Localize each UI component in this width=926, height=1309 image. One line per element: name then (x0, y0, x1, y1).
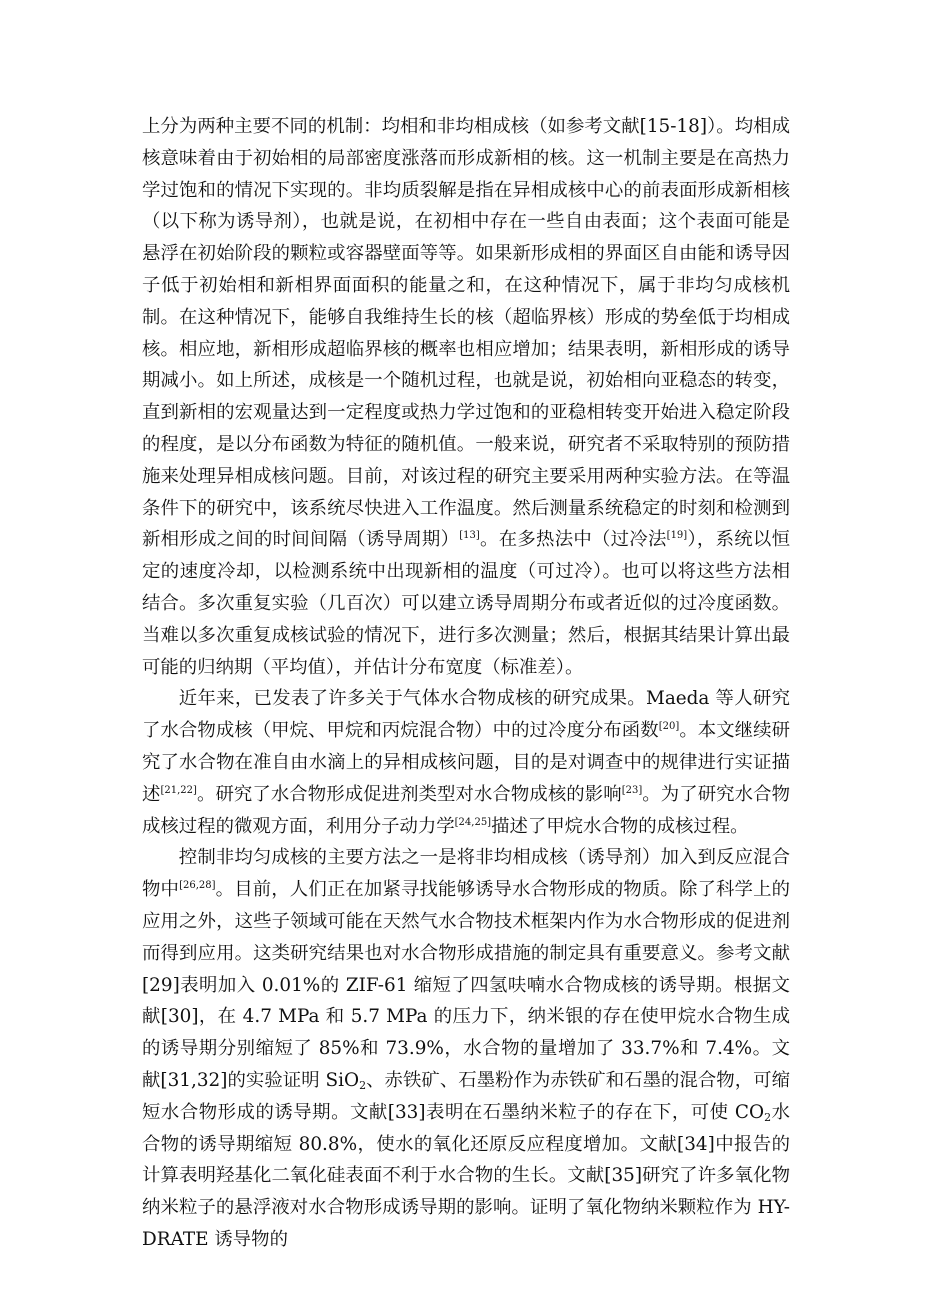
text-run: 水合物的诱导期缩短 80.8%，使水的氧化还原反应程度增加。文献[34]中报告的计算表明羟基化二氧化硅表面不利于水合物的生长。文献[35]研究了许多氧化物纳米粒子的悬浮液对水合物形成诱导期的影响。证明了氧化物纳米颗粒作为 HY-DRATE 诱导物的 (142, 1101, 790, 1250)
paragraph-1 (142, 111, 790, 683)
citation-superscript: [13] (459, 530, 480, 542)
text-run: ），系统以恒定的速度冷却，以检测系统中出现新相的温度（可过冷）。也可以将这些方法相结合。多次重复实验（几百次）可以建立诱导周期分布或者近似的过冷度函数。当难以多次重复成核试验的情况下，进行多次测量；然后，根据其结果计算出最可能的归纳期（平均值），并估计分布宽度（标准差）。 (142, 529, 790, 678)
text-run: 描述了甲烷水合物的成核过程。 (491, 815, 749, 837)
text-run: 上分为两种主要不同的机制：均相和非均相成核（如参考文献[15-18]）。均相成核意味着由于初始相的局部密度涨落而形成新相的核。这一机制主要是在高热力学过饱和的情况下实现的。非均质裂解是指在异相成核中心的前表面形成新相核（以下称为诱导剂），也就是说，在初相中存在一些自由表面；这个表面可能是悬浮在初始阶段的颗粒或容器壁面等等。如果新形成相的界面区自由能和诱导因子低于初始相和新相界面面积的能量之和，在这种情况下，属于非均匀成核机制。在这种情况下，能够自我维持生长的核（超临界核）形成的势垒低于均相成核。相应地，新相形成超临界核的概率也相应增加；结果表明，新相形成的诱导期减小。如上所述，成核是一个随机过程，也就是说，初始相向亚稳态的转变，直到新相的宏观量达到一定程度或热力学过饱和的亚稳相转变开始进入稳定阶段的程度，是以分布函数为特征的随机值。一般来说，研究者不采取特别的预防措施来处理异相成核问题。目前，对该过程的研究主要采用两种实验方法。在等温条件下的研究中，该系统尽快进入工作温度。然后测量系统稳定的时刻和检测到新相形成之间的时间间隔（诱导周期） (142, 116, 790, 551)
text-run: 。为了研究水合物成核过程的微观方面，利用分子动力学 (142, 783, 790, 837)
text-run: 。本文继续研究了水合物在准自由水滴上的异相成核问题，目的是对调查中的规律进行实证描述 (142, 720, 790, 805)
paragraph-2 (142, 683, 790, 842)
text-run: 。在多热法中（过冷法 (479, 529, 667, 551)
text-run: 控制非均匀成核的主要方法之一是将非均相成核（诱导剂）加入到反应混合物中 (142, 847, 790, 901)
subscript: 2 (359, 1078, 367, 1092)
subscript: 2 (764, 1110, 772, 1124)
citation-superscript: [24,25] (454, 816, 492, 828)
citation-superscript: [19] (666, 530, 688, 542)
text-run: 、赤铁矿、石墨粉作为赤铁矿和石墨的混合物，可缩短水合物形成的诱导期。文献[33]表明在石墨纳米粒子的存在下，可使 CO (142, 1069, 790, 1123)
citation-superscript: [26,28] (179, 880, 216, 892)
document-body (142, 111, 790, 1256)
citation-superscript: [23] (621, 784, 643, 796)
citation-superscript: [21,22] (160, 784, 197, 796)
text-run: 。研究了水合物形成促进剂类型对水合物成核的影响 (196, 783, 622, 805)
citation-superscript: [20] (658, 721, 680, 733)
paragraph-3 (142, 842, 790, 1255)
text-run: 。目前，人们正在加紧寻找能够诱导水合物形成的物质。除了科学上的应用之外，这些子领域可能在天然气水合物技术框架内作为水合物形成的促进剂而得到应用。这类研究结果也对水合物形成措施的制定具有重要意义。参考文献[29]表明加入 0.01%的 ZIF-61 缩短了四氢呋喃水合物成核的诱导期。根据文献[30]，在 4.7 MPa 和 5.7 MPa 的压力下，纳米银的存在使甲烷水合物生成的诱导期分别缩短了 85%和 73.9%，水合物的量增加了 33.7%和 7.4%。文献[31,32]的实验证明 SiO (142, 879, 790, 1091)
text-run: 近年来，已发表了许多关于气体水合物成核的研究成果。Maeda 等人研究了水合物成核（甲烷、甲烷和丙烷混合物）中的过冷度分布函数 (142, 688, 790, 742)
